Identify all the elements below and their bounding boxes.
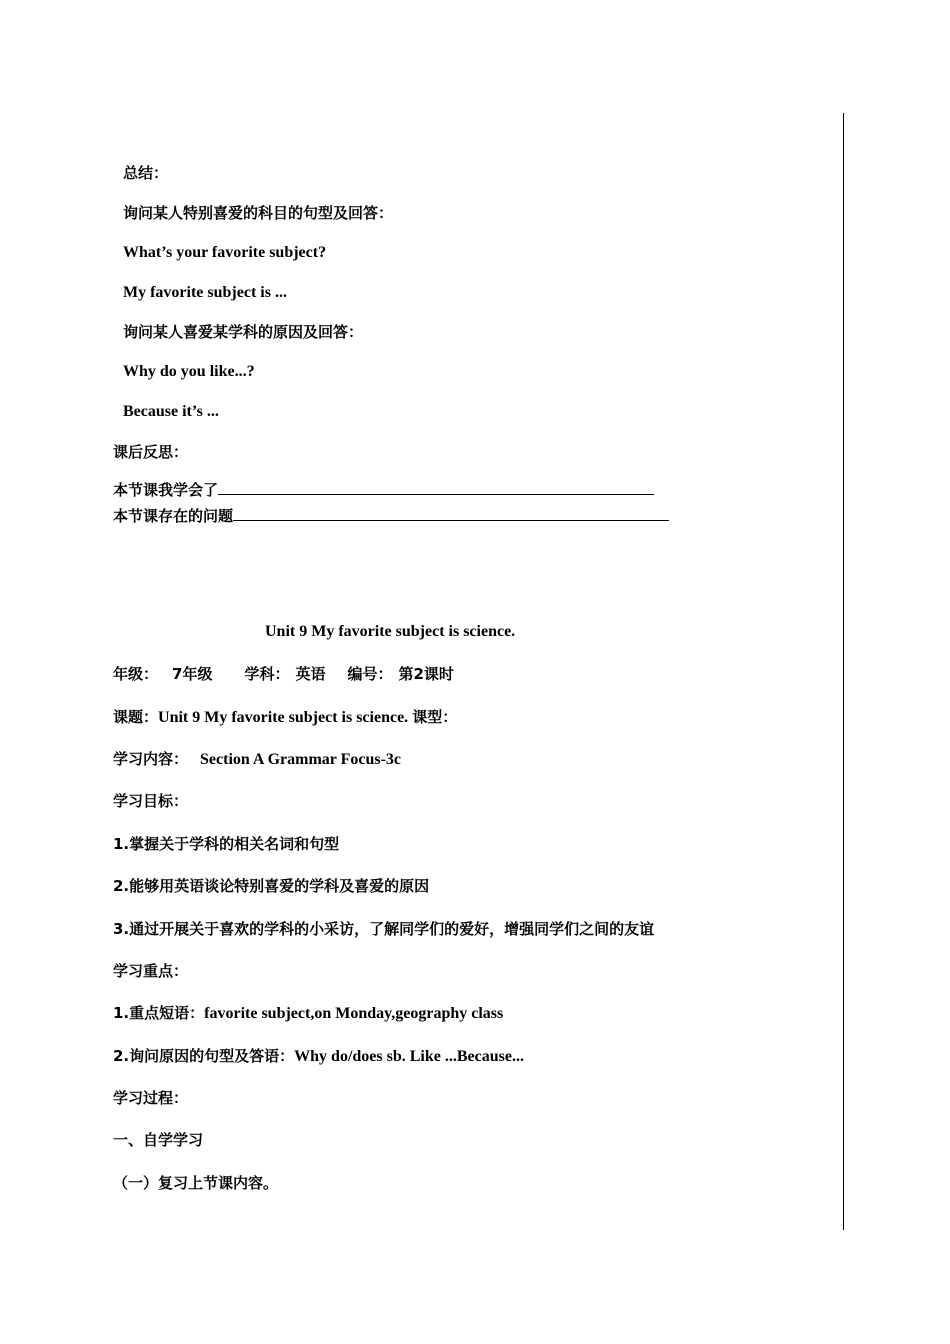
content-label: 学习内容： <box>113 750 189 768</box>
lesson-title: Unit 9 My favorite subject is science. <box>265 623 516 640</box>
subsection-heading: （一）复习上节课内容。 <box>113 1174 279 1192</box>
grade-label: 年级： <box>113 665 159 683</box>
grade-value: 7年级 <box>172 665 213 683</box>
goal-item: 2.能够用英语谈论特别喜爱的学科及喜爱的原因 <box>113 877 430 895</box>
q2-question: Why do you like...? <box>123 363 255 380</box>
number-label: 编号： <box>347 665 393 683</box>
summary-heading: 总结： <box>123 164 169 182</box>
reflection-problems <box>113 505 669 527</box>
type-label: 课型： <box>412 708 458 726</box>
topic-value: Unit 9 My favorite subject is science. <box>158 709 409 726</box>
number-value: 第2课时 <box>398 665 454 683</box>
topic-row <box>113 707 457 728</box>
subject-value: 英语 <box>295 665 326 683</box>
subject-label: 学科： <box>244 665 290 683</box>
keypoint2-value: Why do/does sb. Like ...Because... <box>294 1048 524 1065</box>
keypoints-heading: 学习重点： <box>113 962 189 980</box>
topic-label: 课题： <box>113 708 159 726</box>
q2-answer: Because it’s ... <box>123 403 219 420</box>
goals-heading: 学习目标： <box>113 792 189 810</box>
goal-item: 3.通过开展关于喜欢的学科的小采访，了解同学们的爱好，增强同学们之间的友谊 <box>113 920 655 938</box>
page-border-line <box>843 113 844 1230</box>
goal-item: 1.掌握关于学科的相关名词和句型 <box>113 835 340 853</box>
problems-blank-line <box>233 505 669 521</box>
keypoint1-label: 1.重点短语： <box>113 1004 205 1022</box>
keypoint2-label: 2.询问原因的句型及答语： <box>113 1047 295 1065</box>
reflection-learned <box>113 479 654 501</box>
content-row <box>113 749 401 770</box>
reflection-heading: 课后反思： <box>113 443 189 461</box>
learned-blank-line <box>218 479 654 495</box>
keypoint-item <box>113 1003 503 1024</box>
q1-question: What’s your favorite subject? <box>123 244 327 261</box>
content-value: Section A Grammar Focus-3c <box>200 751 402 768</box>
section-heading: 一、自学学习 <box>113 1131 204 1149</box>
lesson-info-row <box>113 664 454 685</box>
problems-label: 本节课存在的问题 <box>113 507 234 525</box>
keypoint-item <box>113 1046 524 1067</box>
q2-heading: 询问某人喜爱某学科的原因及回答： <box>123 323 364 341</box>
process-heading: 学习过程： <box>113 1089 189 1107</box>
q1-heading: 询问某人特别喜爱的科目的句型及回答： <box>123 204 394 222</box>
learned-label: 本节课我学会了 <box>113 481 219 499</box>
q1-answer: My favorite subject is ... <box>123 284 287 301</box>
keypoint1-value: favorite subject,on Monday,geography class <box>204 1005 504 1022</box>
